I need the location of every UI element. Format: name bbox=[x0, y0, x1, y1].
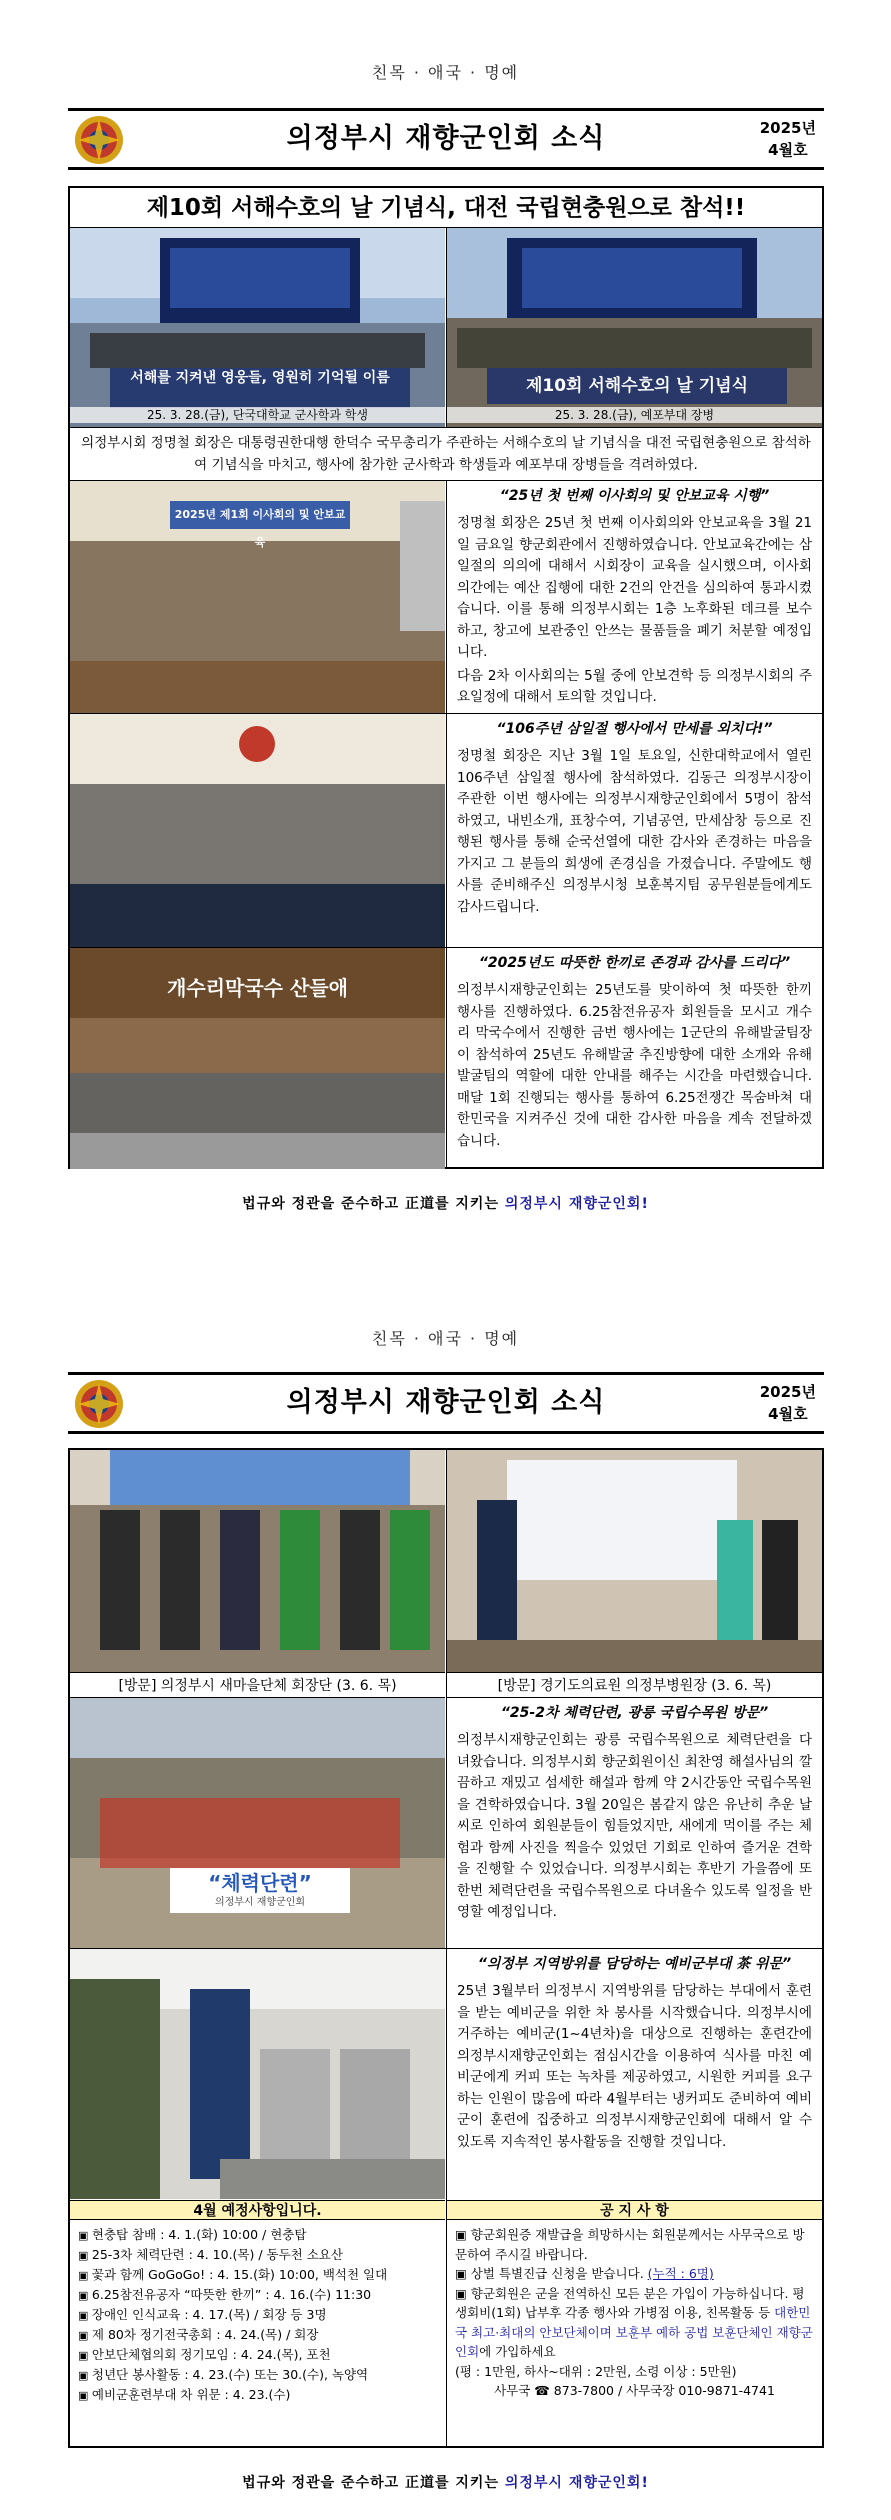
ceremony-banner-2: 제10회 서해수호의 날 기념식 bbox=[525, 376, 749, 396]
board-meeting-banner: 2025년 제1회 이사회의 및 안보교육 bbox=[174, 508, 346, 549]
visit-saemaul-photo bbox=[70, 1450, 445, 1672]
arboretum-photo bbox=[70, 1698, 445, 1948]
issue-year: 2025년 bbox=[759, 119, 816, 137]
fitness-banner: “체력단련” bbox=[208, 1871, 312, 1895]
page-2 bbox=[0, 1260, 891, 2520]
divider bbox=[70, 947, 822, 948]
newsletter-title: 의정부시 재향군인회 소식 bbox=[286, 123, 606, 154]
independence-day-photo bbox=[70, 714, 445, 947]
ceremony-intro-text: 의정부시회 정명철 회장은 대통령권한대행 한덕수 국무총리가 주관하는 서해수호의 날 기념식을 대전 국립현충원으로 참석하여 기념식을 마치고, 행사에 참가한 군사학과 학생들과 예포부대 장병들을 격려하였다. bbox=[70, 427, 822, 481]
divider bbox=[70, 1948, 822, 1949]
schedule-item: ▣ 제 80차 정기전국총회 : 4. 24.(목) / 회장 bbox=[78, 2325, 437, 2345]
warm-meal-title: “2025년도 따뜻한 한끼로 존경과 감사를 드리다” bbox=[478, 955, 791, 971]
fitness-banner-sub: 의정부시 재향군인회 bbox=[214, 1897, 306, 1908]
photo2-caption: 25. 3. 28.(금), 예포부대 장병 bbox=[447, 407, 822, 423]
divider bbox=[446, 481, 447, 1169]
board-meeting-body-2: 다음 2차 이사회의는 5월 중에 안보견학 등 의정부시회의 주요일정에 대해서 토의할 것입니다. bbox=[457, 667, 812, 705]
issue-date bbox=[760, 1381, 816, 1425]
page2-content-frame bbox=[68, 1448, 824, 2448]
board-meeting-body: 정명철 회장은 25년 첫 번째 이사회의와 안보교육을 3월 21일 금요일 향군회관에서 진행하였습니다. 안보교육간에는 삼일절의 의의에 대해서 시회장이 교육을 실시했으며, 이사회의간에는 예산 집행에 대한 2건의 안건을 심의하여 통과시켰습니다. 이를 통해 의정부시회는 1층 노후화된 데크를 보수하고, 창고에 보관중인 안쓰는 물품들을 폐기 처분할 예정입니다. bbox=[457, 515, 812, 660]
schedule-list bbox=[70, 2221, 445, 2446]
warm-meal-article bbox=[447, 948, 822, 1169]
page1-content-frame bbox=[68, 186, 824, 1169]
visit-hospital-photo bbox=[447, 1450, 822, 1672]
schedule-item: ▣ 6.25참전유공자 “따뜻한 한끼” : 4. 16.(수) 11:30 bbox=[78, 2285, 437, 2305]
page2-footer bbox=[0, 2472, 891, 2492]
page1-headline: 제10회 서해수호의 날 기념식, 대전 국립현충원으로 참석!! bbox=[70, 188, 822, 228]
arboretum-title: “25-2차 체력단련, 광릉 국립수목원 방문” bbox=[500, 1705, 769, 1721]
ceremony-banner-1: 서해를 지켜낸 영웅들, 영원히 기억될 이름 bbox=[130, 370, 390, 386]
divider bbox=[70, 713, 822, 714]
issue-month: 4월호 bbox=[768, 141, 808, 159]
warm-meal-body: 의정부시재향군인회는 25년도를 맞이하여 첫 따뜻한 한끼 행사를 진행하였다. 6.25참전유공자 회원들을 모시고 개수리 막국수에서 진행한 금번 행사에는 1군단의 유해발굴팀장이 참석하여 25년도 유해발굴 추진방향에 대한 소개와 유해발굴팀의 역할에 대한 안내를 해주는 시간을 마련했습니다. 매달 1회 진행되는 행사를 통하여 6.25전쟁간 목숨바쳐 대한민국을 지켜주신 것에 대한 감사한 마음을 계속 전달하겠습니다. bbox=[457, 982, 812, 1149]
schedule-title: 4월 예정사항입니다. bbox=[70, 2200, 445, 2220]
divider bbox=[446, 228, 447, 427]
board-meeting-article bbox=[447, 481, 822, 713]
footer-highlight: 의정부시 재향군인회! bbox=[504, 2475, 649, 2491]
independence-day-title: “106주년 삼일절 행사에서 만세를 외치다!” bbox=[496, 721, 773, 737]
promotion-count: (누적 : 6명) bbox=[647, 2266, 714, 2281]
issue-date bbox=[760, 117, 816, 161]
schedule-item: ▣ 꽃과 함께 GoGoGo! : 4. 15.(화) 10:00, 백석천 일대 bbox=[78, 2265, 437, 2285]
independence-day-body: 정명철 회장은 지난 3월 1일 토요일, 신한대학교에서 열린 106주년 삼일절 행사에 참석하였다. 김동근 의정부시장이 주관한 이번 행사에는 의정부시재향군인회에서 5명이 참석하였고, 내빈소개, 표창수여, 기념공연, 만세삼창 등으로 진행된 행사를 통해 순국선열에 대한 감사와 존경하는 마음을 가지고 그 분들의 희생에 존경심을 가졌습니다. 주말에도 행사를 준비해주신 의정부시청 보훈복지팀 공무원분들에게도 감사드립니다. bbox=[457, 748, 812, 915]
visit1-caption: [방문] 의정부시 새마을단체 회장단 (3. 6. 목) bbox=[70, 1672, 445, 1698]
footer-prefix: 법규와 정관을 준수하고 正道를 지키는 bbox=[242, 1196, 499, 1212]
arboretum-article bbox=[447, 1698, 822, 1948]
footer-prefix: 법규와 정관을 준수하고 正道를 지키는 bbox=[242, 2475, 499, 2491]
schedule-item: ▣ 청년단 봉사활동 : 4. 23.(수) 또는 30.(수), 녹양역 bbox=[78, 2365, 437, 2385]
newsletter-header bbox=[68, 108, 824, 170]
notice-item: ▣ 상벌 특별진급 신청을 받습니다. (누적 : 6명) bbox=[455, 2266, 714, 2281]
reserve-tea-article bbox=[447, 1949, 822, 2199]
schedule-item: ▣ 예비군훈련부대 차 위문 : 4. 23.(수) bbox=[78, 2385, 437, 2405]
notice-list bbox=[447, 2221, 822, 2446]
motto: 친목 · 애국 · 명예 bbox=[371, 63, 520, 82]
notice-item: ▣ 향군회원증 재발급을 희망하시는 회원분께서는 사무국으로 방문하여 주시길 바랍니다. bbox=[455, 2227, 805, 2262]
ceremony-photo-soldiers bbox=[447, 228, 822, 427]
issue-month: 4월호 bbox=[768, 1405, 808, 1423]
restaurant-sign: 개수리막국수 산들애 bbox=[167, 976, 348, 1000]
membership-fee: (평 : 1만원, 하사~대위 : 2만원, 소령 이상 : 5만원) bbox=[455, 2363, 737, 2379]
page1-footer bbox=[0, 1193, 891, 1213]
board-meeting-photo bbox=[70, 481, 445, 713]
photo1-caption: 25. 3. 28.(금), 단국대학교 군사학과 학생 bbox=[70, 407, 445, 423]
independence-day-article bbox=[447, 714, 822, 947]
reserve-tea-title: “의정부 지역방위를 담당하는 예비군부대 茶 위문” bbox=[477, 1956, 792, 1972]
newsletter-title: 의정부시 재향군인회 소식 bbox=[286, 1387, 606, 1418]
notice-item: ▣ 향군회원은 군을 전역하신 모든 분은 가입이 가능하십니다. 평생회비(1회) 납부후 각종 행사와 가병점 이용, 친목활동 등 대한민국 최고·최대의 안보단체이며 보훈부 예하 공법 보훈단체인 재향군인회에 가입하세요 bbox=[455, 2285, 813, 2359]
board-meeting-title: “25년 첫 번째 이사회의 및 안보교육 시행” bbox=[499, 488, 770, 504]
schedule-item: ▣ 안보단체협의회 정기모임 : 4. 24.(목), 포천 bbox=[78, 2345, 437, 2365]
visit2-caption: [방문] 경기도의료원 의정부병원장 (3. 6. 목) bbox=[447, 1672, 822, 1698]
schedule-item: ▣ 25-3차 체력단련 : 4. 10.(목) / 동두천 소요산 bbox=[78, 2245, 437, 2265]
reserve-tea-photo bbox=[70, 1949, 445, 2199]
footer-highlight: 의정부시 재향군인회! bbox=[504, 1196, 649, 1212]
contact-info: 사무국 ☎ 873-7800 / 사무국장 010-9871-4741 bbox=[494, 2383, 775, 2398]
schedule-item: ▣ 장애인 인식교육 : 4. 17.(목) / 회장 등 3명 bbox=[78, 2305, 437, 2325]
newsletter-header bbox=[68, 1372, 824, 1434]
issue-year: 2025년 bbox=[759, 1383, 816, 1401]
notice-title: 공 지 사 항 bbox=[447, 2200, 822, 2220]
motto: 친목 · 애국 · 명예 bbox=[371, 1329, 520, 1348]
warm-meal-photo bbox=[70, 948, 445, 1169]
ceremony-photo-students bbox=[70, 228, 445, 427]
schedule-item: ▣ 현충탑 참배 : 4. 1.(화) 10:00 / 현충탑 bbox=[78, 2225, 437, 2245]
arboretum-body: 의정부시재향군인회는 광릉 국립수목원으로 체력단련을 다녀왔습니다. 의정부시회 향군회원이신 최찬영 해설사님의 깔끔하고 재밌고 섬세한 해설과 함께 약 2시간동안 국립수목원을 견학하였습니다. 3월 20일은 봄같지 않은 유난히 추운 날씨로 인하여 회원분들이 힘들었지만, 새에게 먹이를 주는 체험과 함께 사진을 찍을수 있었던 기회로 인하여 즐거운 견학을 진행할 수 있었습니다. 의정부시회는 후반기 가을쯤에 또 한번 체력단련을 국립수목원으로 다녀올수 있도록 일정을 반영할 예정입니다. bbox=[457, 1732, 812, 1920]
reserve-tea-body: 25년 3월부터 의정부시 지역방위를 담당하는 부대에서 훈련을 받는 예비군을 위한 차 봉사를 시작했습니다. 의정부시에 거주하는 예비군(1~4년차)을 대상으로 진행하는 훈련간에 의정부시재향군인회는 점심시간을 이용하여 식사를 마친 예비군에게 커피 또는 녹차를 제공하였고, 시원한 커피를 요구하는 인원이 많음에 따라 4월부터는 냉커피도 준비하여 예비군이 훈련에 집중하고 의정부시재향군인회에 대해서 알 수 있도록 지속적인 봉사활동을 진행할 것입니다. bbox=[457, 1983, 812, 2150]
